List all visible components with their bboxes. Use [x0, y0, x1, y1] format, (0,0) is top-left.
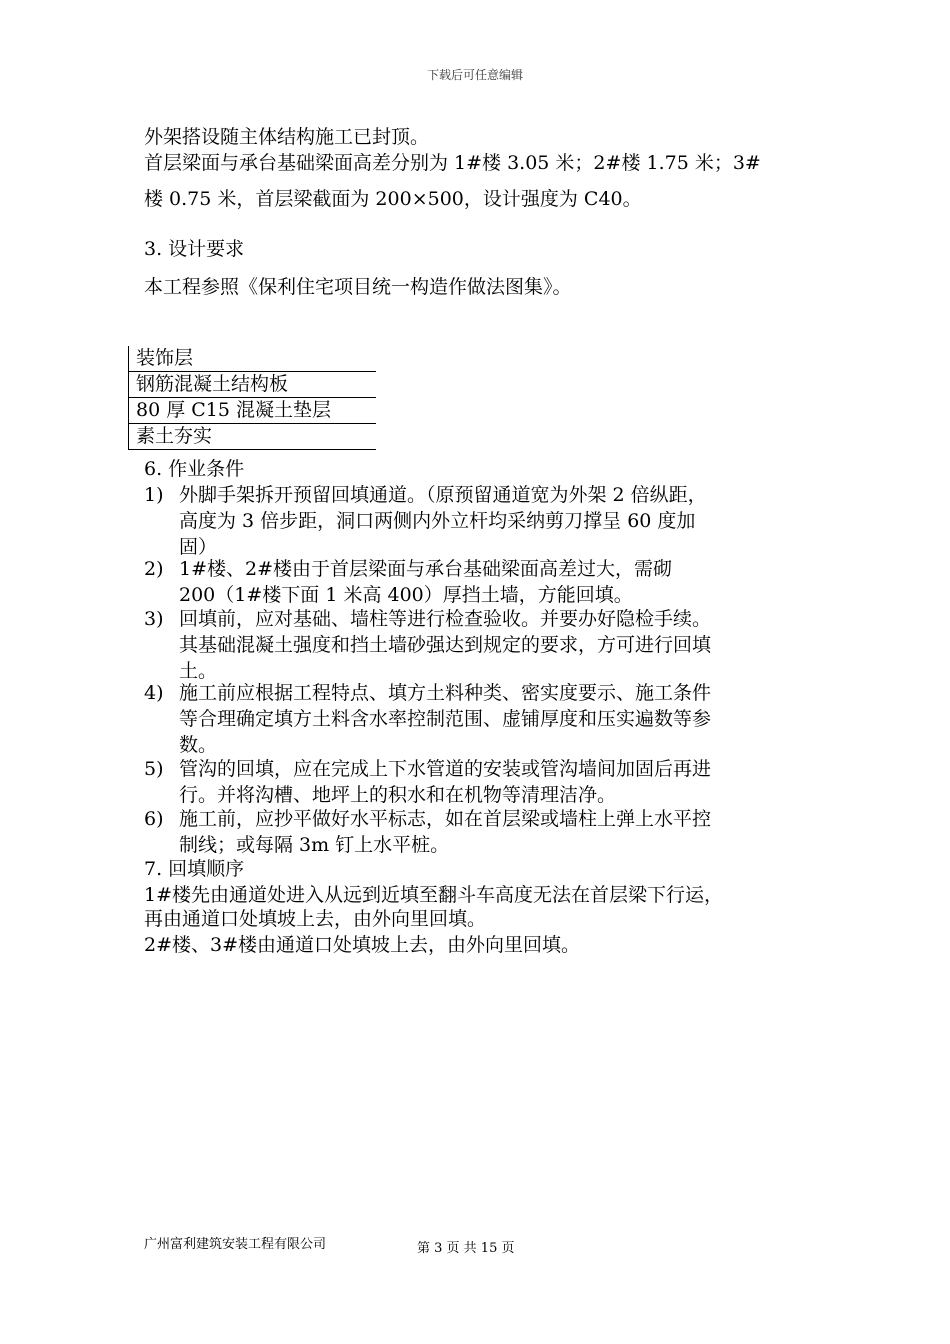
list-line: 1#楼、2#楼由于首层梁面与承台基础梁面高差过大，需砌 — [179, 558, 673, 580]
paragraph-line: 本工程参照《保利住宅项目统一构造作做法图集》。 — [144, 276, 572, 298]
list-number: 1) — [144, 484, 164, 506]
list-line: 回填前，应对基础、墙柱等进行检查验收。并要办好隐检手续。 — [179, 608, 712, 630]
paragraph-line: 首层梁面与承台基础梁面高差分别为 1#楼 3.05 米；2#楼 1.75 米；3# — [144, 152, 761, 174]
list-number: 2) — [144, 558, 164, 580]
layer-table — [128, 346, 376, 450]
list-line: 200（1#楼下面 1 米高 400）厚挡土墙，方能回填。 — [179, 584, 633, 606]
list-item — [144, 482, 824, 560]
list-item — [144, 806, 824, 858]
layer-cell: 钢筋混凝土结构板 — [129, 372, 377, 398]
list-number: 6) — [144, 808, 164, 830]
list-line: 其基础混凝土强度和挡土墙砂强达到规定的要求，方可进行回填 — [179, 634, 712, 656]
layer-cell: 素土夯实 — [129, 424, 377, 450]
layer-cell: 80 厚 C15 混凝土垫层 — [129, 398, 377, 424]
list-line: 等合理确定填方土料含水率控制范围、虚铺厚度和压实遍数等参 — [179, 708, 712, 730]
footer-page-number: 第 3 页 共 15 页 — [417, 1241, 515, 1256]
list-line: 固） — [179, 536, 218, 558]
list-item — [144, 606, 824, 684]
list-number: 4) — [144, 682, 164, 704]
paragraph-line: 楼 0.75 米，首层梁截面为 200×500，设计强度为 C40。 — [144, 188, 642, 210]
list-item — [144, 556, 824, 608]
section-heading: 3. 设计要求 — [144, 238, 245, 260]
list-line: 行。并将沟槽、地坪上的积水和在机物等清理洁净。 — [179, 784, 617, 806]
list-line: 施工前应根据工程特点、填方土料种类、密实度要示、施工条件 — [179, 682, 712, 704]
list-item — [144, 756, 824, 808]
paragraph-line: 外架搭设随主体结构施工已封顶。 — [144, 126, 430, 148]
paragraph-line: 1#楼先由通道处进入从远到近填至翻斗车高度无法在首层梁下行运， — [144, 884, 724, 906]
list-line: 高度为 3 倍步距，洞口两侧内外立杆均采纳剪刀撑呈 60 度加 — [179, 510, 696, 532]
list-number: 3) — [144, 608, 164, 630]
paragraph-line: 再由通道口处填坡上去，由外向里回填。 — [144, 908, 487, 930]
list-line: 数。 — [179, 734, 218, 756]
paragraph-line: 2#楼、3#楼由通道口处填坡上去，由外向里回填。 — [144, 934, 581, 956]
list-line: 制线；或每隔 3m 钉上水平桩。 — [179, 834, 450, 856]
list-number: 5) — [144, 758, 164, 780]
section-heading: 7. 回填顺序 — [144, 858, 245, 880]
layer-cell: 装饰层 — [129, 346, 377, 372]
list-line: 外脚手架拆开预留回填通道。（原预留通道宽为外架 2 倍纵距， — [179, 484, 707, 506]
list-line: 土。 — [179, 660, 218, 682]
list-item — [144, 680, 824, 758]
list-line: 施工前，应抄平做好水平标志，如在首层梁或墙柱上弹上水平控 — [179, 808, 712, 830]
header-note: 下载后可任意编辑 — [426, 68, 523, 82]
list-line: 管沟的回填，应在完成上下水管道的安装或管沟墙间加固后再进 — [179, 758, 712, 780]
section-heading: 6. 作业条件 — [144, 458, 245, 480]
footer-company: 广州富利建筑安装工程有限公司 — [144, 1237, 327, 1252]
